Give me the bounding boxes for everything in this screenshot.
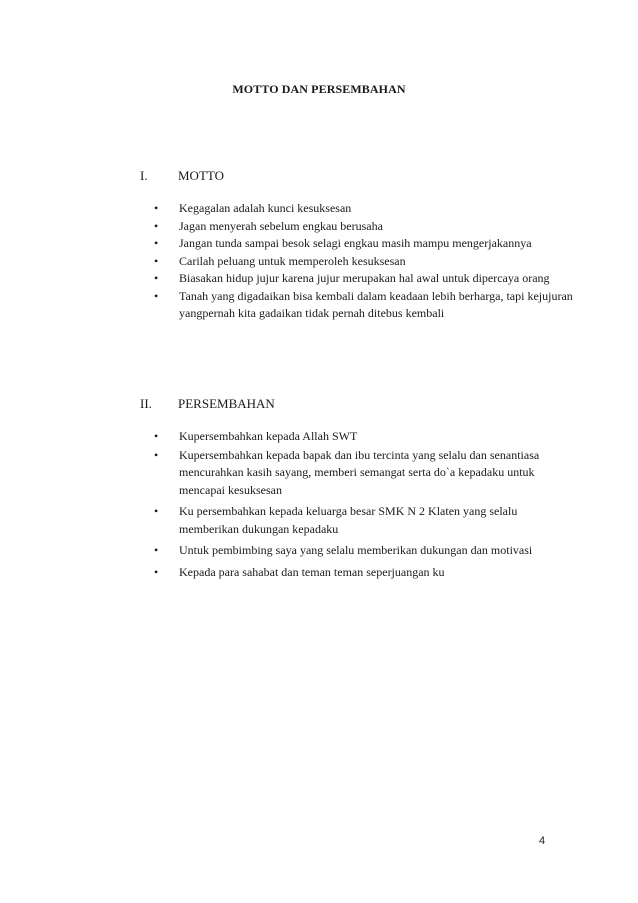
- list-item-text: Untuk pembimbing saya yang selalu memberikan dukungan dan motivasi: [179, 543, 533, 557]
- section-heading-motto: [140, 168, 224, 184]
- list-item: [154, 200, 574, 218]
- list-item-text: Kupersembahkan kepada Allah SWT: [179, 429, 358, 443]
- list-item: [154, 542, 574, 560]
- list-item: [154, 428, 574, 446]
- section-heading-persembahan: [140, 396, 275, 412]
- list-item-text: Jagan menyerah sebelum engkau berusaha: [179, 218, 383, 233]
- list-item-text: Tanah yang digadaikan bisa kembali dalam keadaan lebih berharga, tapi kejujuran yangpernah kita gadaikan tidak pernah ditebus kembali: [179, 288, 573, 320]
- section-numeral: II.: [140, 396, 152, 411]
- list-item: [154, 253, 574, 271]
- list-item: [154, 564, 574, 582]
- bullet-icon: •: [154, 564, 159, 579]
- list-item: [154, 218, 574, 236]
- list-item-text: Jangan tunda sampai besok selagi engkau masih mampu mengerjakannya: [179, 236, 532, 250]
- list-item: [154, 288, 574, 323]
- motto-list: [154, 200, 574, 323]
- section-title: PERSEMBAHAN: [178, 396, 275, 411]
- list-item-text: Kegagalan adalah kunci kesuksesan: [179, 201, 352, 215]
- list-item: [154, 503, 574, 538]
- bullet-icon: •: [154, 504, 159, 518]
- page-number: 4: [539, 835, 546, 847]
- bullet-icon: •: [154, 447, 159, 462]
- bullet-icon: •: [154, 253, 159, 268]
- list-item-text: Carilah peluang untuk memperoleh kesuksesan: [179, 253, 406, 268]
- page-title: MOTTO DAN PERSEMBAHAN: [232, 82, 406, 96]
- persembahan-list: [154, 428, 574, 582]
- bullet-icon: •: [154, 236, 159, 250]
- bullet-icon: •: [154, 201, 159, 215]
- list-item-text: Biasakan hidup jujur karena jujur merupakan hal awal untuk dipercaya orang: [179, 271, 550, 285]
- list-item: [154, 447, 574, 500]
- list-item: [154, 270, 574, 288]
- section-numeral: I.: [140, 168, 148, 183]
- list-item: [154, 235, 574, 253]
- bullet-icon: •: [154, 429, 159, 443]
- bullet-icon: •: [154, 288, 159, 303]
- list-item-text: Kepada para sahabat dan teman teman seperjuangan ku: [179, 564, 445, 579]
- section-title: MOTTO: [178, 168, 224, 183]
- list-item-text: Ku persembahkan kepada keluarga besar SMK N 2 Klaten yang selalu memberikan dukungan kepadaku: [179, 504, 518, 536]
- bullet-icon: •: [154, 543, 159, 557]
- bullet-icon: •: [154, 218, 159, 233]
- list-item-text: Kupersembahkan kepada bapak dan ibu tercinta yang selalu dan senantiasa mencurahkan kasih sayang, memberi semangat serta do`a kepadaku untuk mencapai kesuksesan: [179, 447, 540, 497]
- bullet-icon: •: [154, 271, 159, 285]
